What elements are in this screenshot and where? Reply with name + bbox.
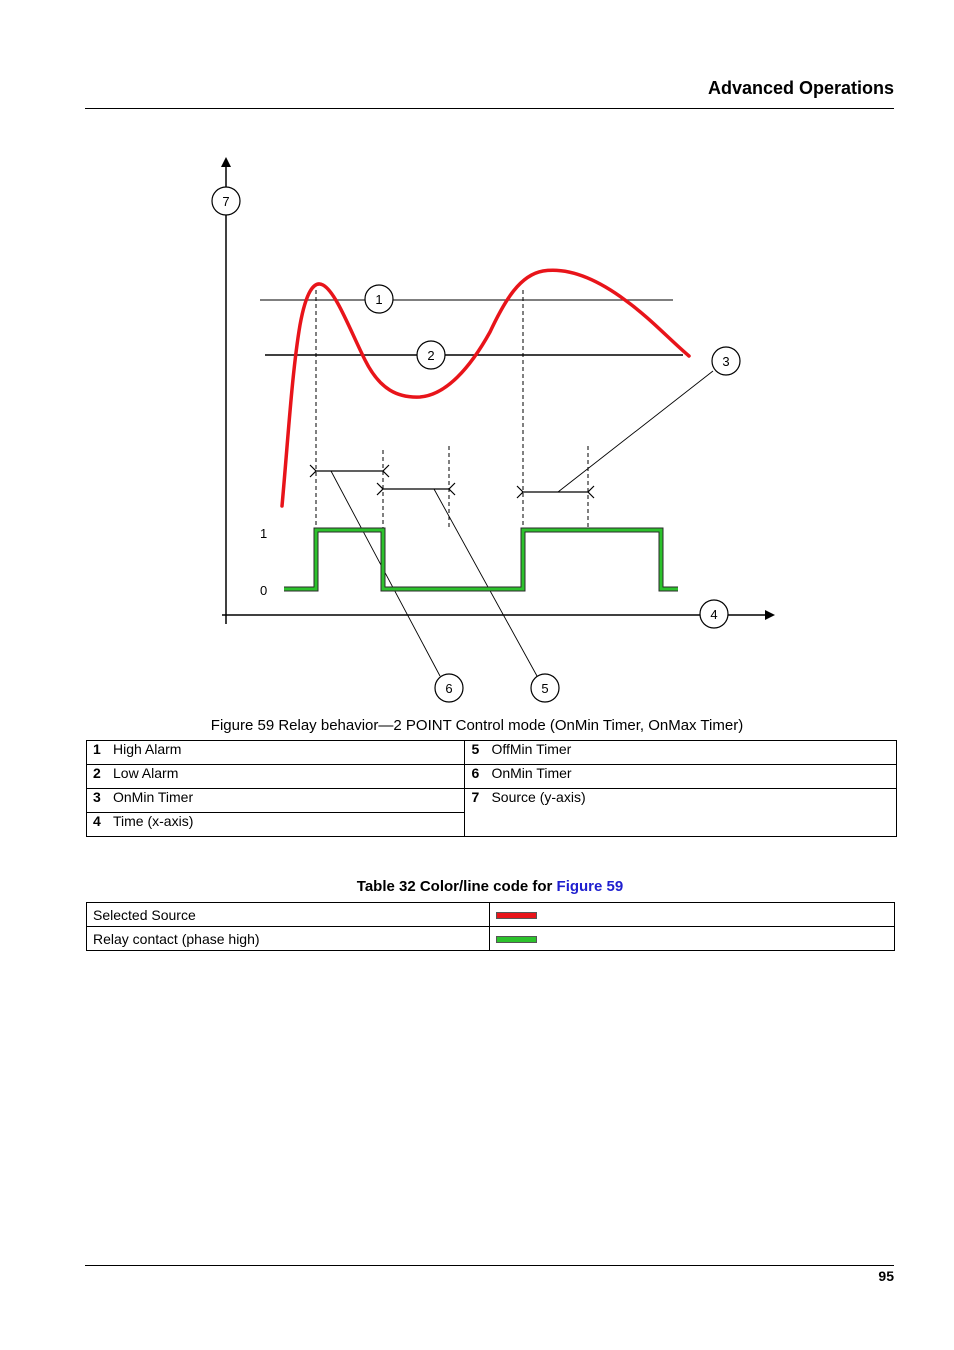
dashed-markers [316, 290, 588, 532]
color-row-swatch-cell [490, 903, 895, 927]
svg-text:2: 2 [427, 348, 435, 363]
color-row-swatch-cell [490, 927, 895, 951]
figure-legend-table [86, 740, 897, 837]
callout-3 [712, 347, 740, 375]
legend-num: 3 [87, 789, 108, 813]
footer-rule [85, 1265, 894, 1266]
callout-7 [212, 187, 240, 215]
header-title: Advanced Operations [707, 78, 894, 98]
table-row [87, 765, 897, 789]
legend-label: High Alarm [107, 741, 465, 765]
callout-5 [531, 674, 559, 702]
timer-intervals [310, 465, 594, 498]
legend-num: 1 [87, 741, 108, 765]
svg-text:6: 6 [445, 681, 453, 696]
callout-4 [700, 600, 728, 628]
callout-6 [435, 674, 463, 702]
legend-num: 5 [465, 741, 486, 765]
legend-num: 4 [87, 813, 108, 837]
relay-level-low: 0 [260, 583, 268, 598]
legend-label: OffMin Timer [485, 741, 896, 765]
relay-level-high: 1 [260, 526, 268, 541]
leader-lines [331, 371, 713, 676]
relay-contact-line [284, 530, 678, 589]
svg-text:4: 4 [710, 607, 718, 622]
legend-num: 7 [465, 789, 486, 837]
legend-label: Low Alarm [107, 765, 465, 789]
svg-text:5: 5 [541, 681, 549, 696]
color-code-table [86, 902, 895, 951]
figure-caption: Figure 59 Relay behavior—2 POINT Control mode (OnMin Timer, OnMax Timer) [210, 717, 744, 734]
table-row [87, 789, 897, 813]
callout-2 [417, 341, 445, 369]
table-row [87, 927, 895, 951]
table-title-text: Table 32 Color/line code for [356, 878, 557, 895]
svg-text:7: 7 [222, 194, 230, 209]
color-row-label: Selected Source [87, 903, 490, 927]
page-number: 95 [878, 1268, 894, 1284]
table-row [87, 741, 897, 765]
color-row-label: Relay contact (phase high) [87, 927, 490, 951]
legend-num: 2 [87, 765, 108, 789]
svg-text:3: 3 [722, 354, 730, 369]
table-title [0, 878, 954, 895]
legend-num: 6 [465, 765, 486, 789]
legend-label: Source (y-axis) [485, 789, 896, 837]
relay-contact-swatch [496, 936, 537, 943]
callout-1 [365, 285, 393, 313]
legend-label: OnMin Timer [107, 789, 465, 813]
selected-source-swatch [496, 912, 537, 919]
table-row [87, 903, 895, 927]
figure-link[interactable]: Figure 59 [556, 878, 624, 895]
legend-label: OnMin Timer [485, 765, 896, 789]
svg-text:1: 1 [375, 292, 383, 307]
legend-label: Time (x-axis) [107, 813, 465, 837]
